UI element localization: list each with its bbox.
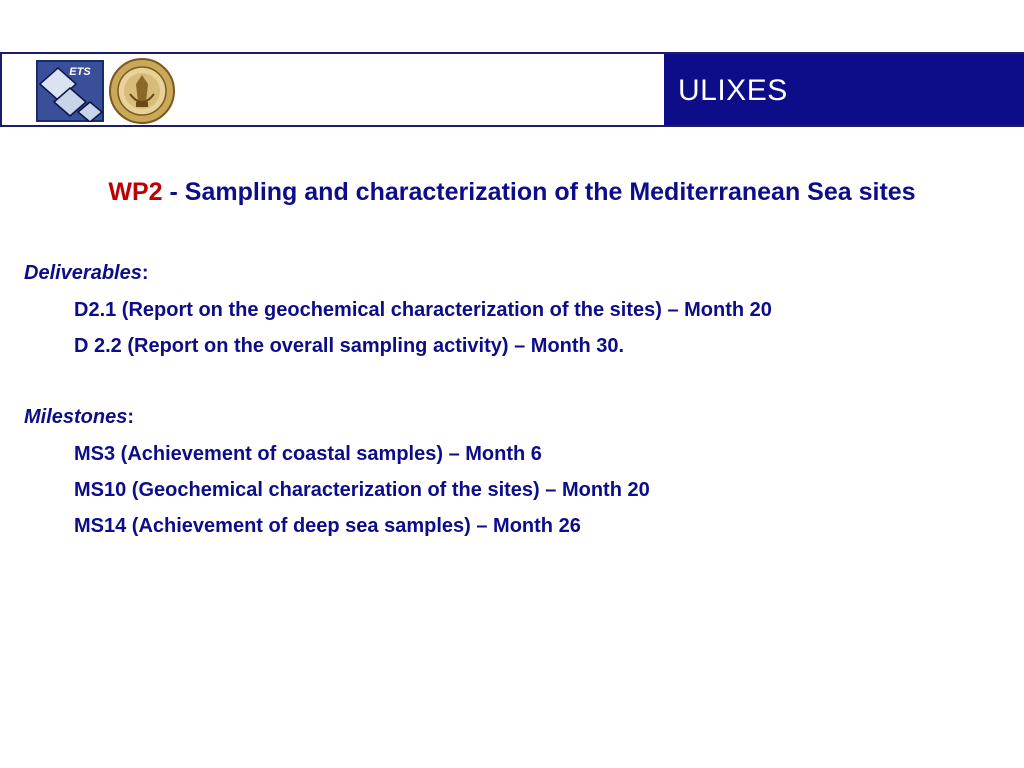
university-seal-icon: [108, 58, 176, 124]
milestone-item: MS14 (Achievement of deep sea samples) – Month 26: [74, 515, 581, 537]
milestone-item: MS3 (Achievement of coastal samples) – Month 6: [74, 443, 542, 465]
deliverable-item: D 2.2 (Report on the overall sampling activity) – Month 30.: [74, 335, 625, 357]
deliverables-label: [24, 262, 149, 285]
milestones-label-text: Milestones: [24, 406, 128, 428]
workpackage-title: - Sampling and characterization of the Mediterranean Sea sites: [162, 178, 916, 206]
header-title-bar: [664, 52, 1024, 127]
header-logo-bar: [0, 52, 664, 127]
milestones-colon: :: [127, 406, 135, 428]
deliverable-item: D2.1 (Report on the geochemical characterization of the sites) – Month 20: [74, 299, 772, 321]
milestones-label: [24, 406, 134, 429]
workpackage-tag: WP2: [108, 178, 163, 206]
milestone-item: MS10 (Geochemical characterization of the sites) – Month 20: [74, 479, 650, 501]
workpackage-heading: [0, 178, 1024, 207]
deliverables-colon: :: [141, 262, 149, 284]
ets-logo-text: ETS: [69, 66, 91, 78]
deliverables-label-text: Deliverables: [24, 262, 142, 284]
project-title: ULIXES: [678, 74, 788, 107]
ets-logo-icon: [36, 60, 104, 122]
